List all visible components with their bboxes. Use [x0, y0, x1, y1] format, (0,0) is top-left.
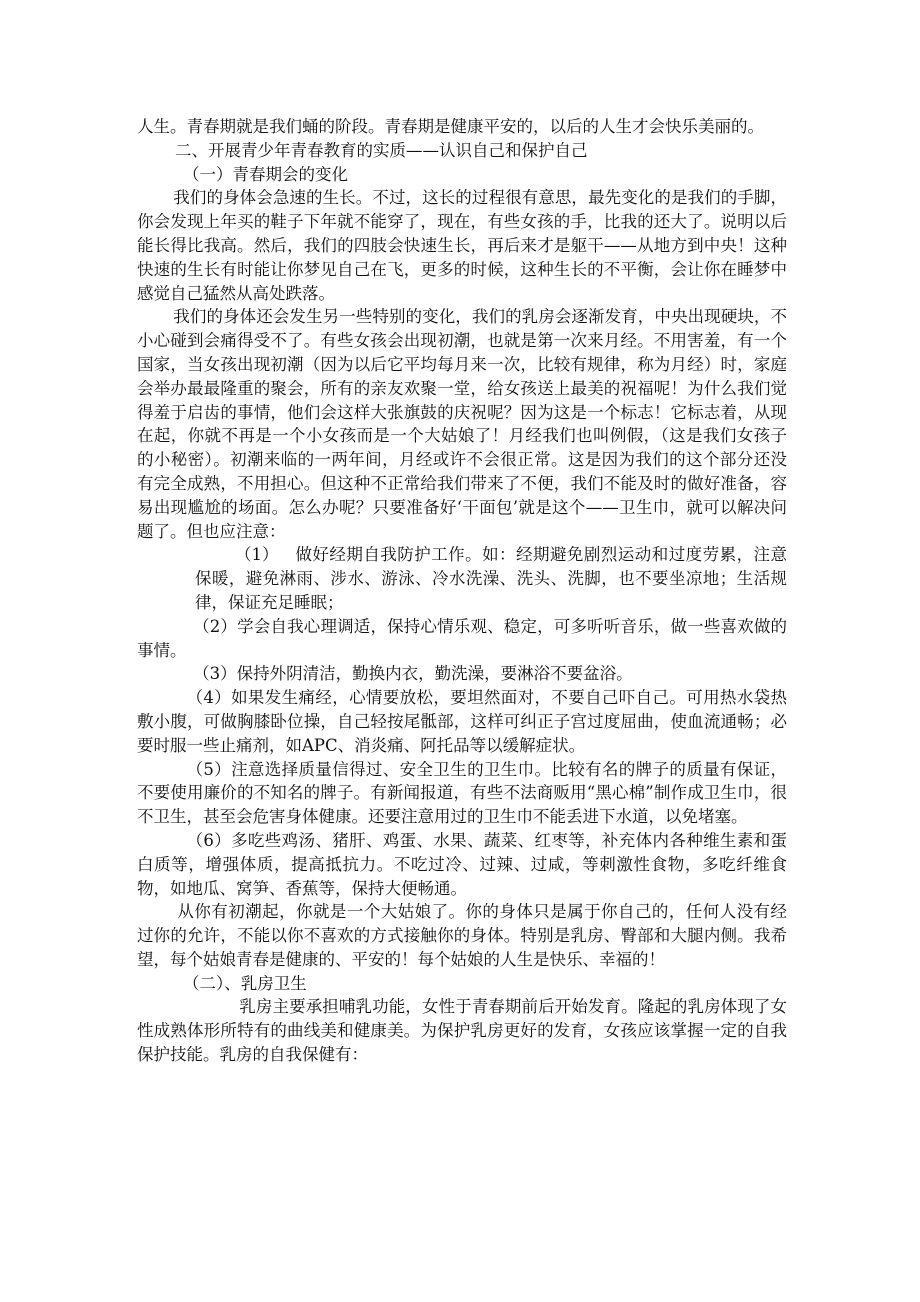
list-item-3: （3）保持外阴清洁，勤换内衣，勤洗澡，要淋浴不要盆浴。 [193, 664, 633, 684]
list-item-4: （4）如果发生痛经，心情要放松，要坦然面对，不要自己吓自己。可用热水袋热敷小腹，可做胸膝卧位操，自己轻按尾骶部，这样可纠正子宫过度屈曲，使血流通畅；必要时服一些止痛剂，如APC、消炎痛、阿托品等以缓解症状。 [137, 688, 787, 755]
section-heading-2: 二、开展青少年青春教育的实质——认识自己和保护自己 [175, 140, 588, 160]
subsection-heading-changes: （一）青春期会的变化 [183, 164, 348, 184]
list-item-5: （5）注意选择质量信得过、安全卫生的卫生巾。比较有名的牌子的质量有保证，不要使用廉价的不知名的牌子。有新闻报道，有些不法商贩用“黑心棉”制作成卫生巾，很不卫生，甚至会危害身体健康。还要注意用过的卫生巾不能丢进下水道，以免堵塞。 [137, 759, 787, 827]
paragraph-intro: 人生。青春期就是我们蛹的阶段。青春期是健康平安的，以后的人生才会快乐美丽的。 [137, 117, 764, 136]
list-item-2: （2）学会自我心理调适，保持心情乐观、稳定，可多听听音乐，做一些喜欢做的事情。 [137, 616, 787, 660]
paragraph-breast: 乳房主要承担哺乳功能，女性于青春期前后开始发育。隆起的乳房体现了女性成熟体形所特有的曲线美和健康美。为保护乳房更好的发育，女孩应该掌握一定的自我保护技能。乳房的自我保健有： [137, 997, 787, 1065]
paragraph-growth: 我们的身体会急速的生长。不过，这长的过程很有意思，最先变化的是我们的手脚，你会发现上年买的鞋子下年就不能穿了，现在，有些女孩的手，比我的还大了。说明以后能长得比我高。然后，我们的四肢会快速生长，再后来才是躯干——从地方到中央！这种快速的生长有时能让你梦见自己在飞，更多的时候，这种生长的不平衡，会让你在睡梦中感觉自己猛然从高处跌落。 [137, 188, 787, 303]
list-item-1-text: 做好经期自我防护工作。如：经期避免剧烈运动和过度劳累，注意保暖，避免淋雨、涉水、游泳、冷水洗澡、洗头、洗脚，也不要坐凉地；生活规律，保证充足睡眠； [195, 545, 787, 612]
paragraph-girl: 从你有初潮起，你就是一个大姑娘了。你的身体只是属于你自己的，任何人没有经过你的允许，不能以你不喜欢的方式接触你的身体。特别是乳房、臀部和大腿内侧。我希望，每个姑娘青春是健康的、平安的！每个姑娘的人生是快乐、幸福的！ [137, 902, 787, 969]
paragraph-body-change: 我们的身体还会发生另一些特别的变化，我们的乳房会逐渐发育，中央出现硬块，不小心碰到会痛得受不了。有些女孩会出现初潮，也就是第一次来月经。不用害羞，有一个国家，当女孩出现初潮（因为以后它平均每月来一次，比较有规律，称为月经）时，家庭会举办最最隆重的聚会，所有的亲友欢聚一堂，给女孩送上最美的祝福呢！为什么我们觉得羞于启齿的事情，他们会这样大张旗鼓的庆祝呢？因为这是一个标志！它标志着，从现在起，你就不再是一个小女孩而是一个大姑娘了！月经我们也叫例假，（这是我们女孩子的小秘密）。初潮来临的一两年间，月经或许不会很正常。这是因为我们的这个部分还没有完全成熟，不用担心。但这种不正常给我们带来了不便，我们不能及时的做好准备，容易出现尴尬的场面。怎么办呢？只要准备好‘干面包’就是这个——卫生巾，就可以解决问题了。但也应注意： [137, 307, 787, 541]
subsection-heading-breast: （二）、乳房卫生 [183, 973, 307, 993]
list-item-1 [137, 543, 787, 614]
list-item-6: （6）多吃些鸡汤、猪肝、鸡蛋、水果、蔬菜、红枣等，补充体内各种维生素和蛋白质等，增强体质，提高抵抗力。不吃过冷、过辣、过咸，等刺激性食物，多吃纤维食物，如地瓜、窝笋、香蕉等，保持大便畅通。 [137, 830, 787, 898]
list-item-1-number: （1） [235, 545, 279, 565]
document-body [137, 115, 787, 1067]
